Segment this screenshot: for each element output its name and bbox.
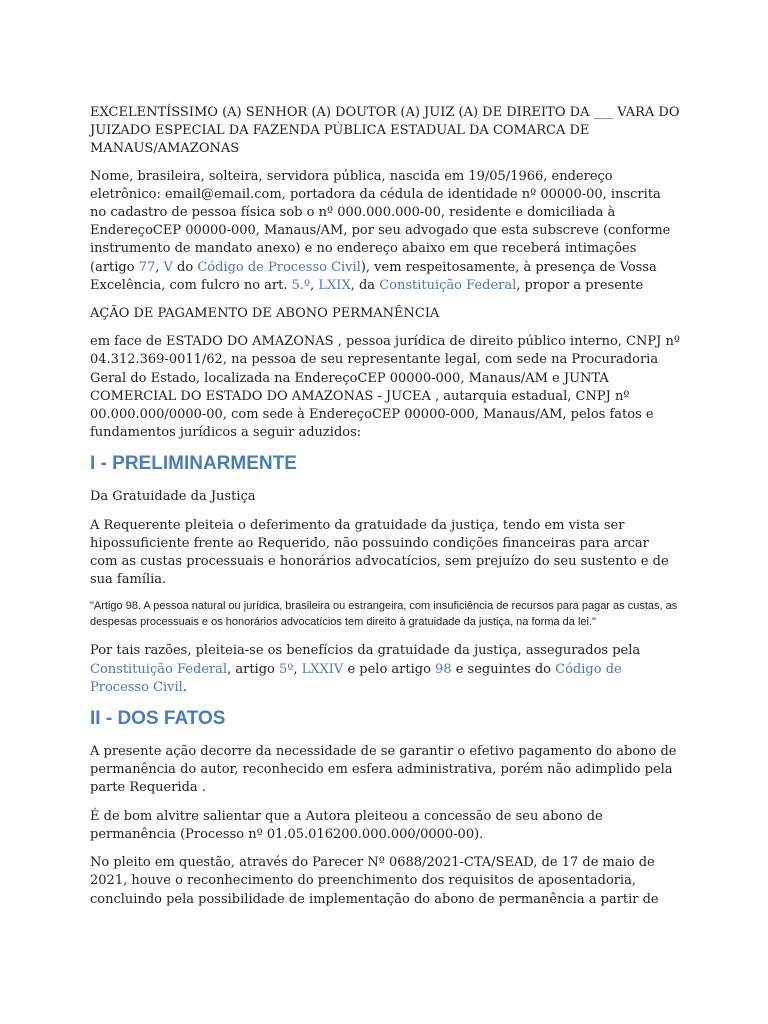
link-lxxiv[interactable]: LXXIV (301, 661, 344, 677)
intro-text: , propor a presente (516, 277, 644, 293)
gratuidade-paragraph: A Requerente pleiteia o deferimento da gratuidade da justiça, tendo em vista ser hipossuficiente frente ao Requerido, não possuindo condições financeiras para arcar com as custas processuais e honorários advocatícios, sem prejuízo do seu sustento e de sua família. (90, 517, 669, 588)
document-page (90, 104, 680, 919)
link-art-98[interactable]: 98 (435, 661, 452, 677)
link-art-5[interactable]: 5.º (291, 277, 311, 293)
link-inciso-v[interactable]: V (163, 259, 173, 275)
intro-text: ), vem respeitosamente, à presença de Vossa Excelência, com fulcro no art. (90, 259, 657, 293)
fatos-paragraph-2: É de bom alvitre salientar que a Autora pleiteou a concessão de seu abono de permanência (Processo nº 01.05.016200.000.000/0000-00). (90, 808, 603, 842)
gratuidade-conclusion-paragraph (90, 642, 680, 697)
intro-text: Nome, brasileira, solteira, servidora pública, nascida em 19/05/1966, endereço eletrônico: email@email.com, portadora da cédula de identidade nº 00000-00, inscrita no cadastro de pessoa física sob o nº 000.000.000-00, residente e domiciliada à EndereçoCEP 00000-000, Manaus/AM, por seu advogado que esta subscreve (conforme instrumento de mandato anexo) e no endereço abaixo em que receberá intimações (artigo (90, 168, 671, 275)
paragraph-text: , (293, 661, 302, 677)
link-codigo-processo-civil[interactable]: Código de Processo Civil (90, 661, 622, 695)
intro-text: , (155, 259, 164, 275)
fatos-paragraph-3: No pleito em questão, através do Parecer Nº 0688/2021-CTA/SEAD, de 17 de maio de 2021, houve o reconhecimento do preenchimento dos requisitos de aposentadoria, concluindo pela possibilidade de implementação do abono de permanência a partir de (90, 855, 659, 907)
fatos-paragraph-1: A presente ação decorre da necessidade de se garantir o efetivo pagamento do abono de permanência do autor, reconhecido em esfera administrativa, porém não adimplido pela parte Requerida . (90, 744, 677, 796)
section-heading-dos-fatos: II - DOS FATOS (90, 708, 226, 730)
paragraph-text: , artigo (227, 661, 279, 677)
link-codigo-processo-civil[interactable]: Código de Processo Civil (197, 259, 361, 275)
intro-text: do (172, 259, 198, 275)
court-heading: EXCELENTÍSSIMO (A) SENHOR (A) DOUTOR (A) JUIZ (A) DE DIREITO DA ___ VARA DO JUIZADO ESPECIAL DA FAZENDA PÚBLICA ESTADUAL DA COMARCA DE MANAUS/AMAZONAS (90, 105, 680, 157)
intro-text: , (310, 277, 319, 293)
paragraph-text: . (182, 679, 187, 695)
action-title: AÇÃO DE PAGAMENTO DE ABONO PERMANÊNCIA (90, 306, 440, 322)
paragraph-text: e pelo artigo (343, 661, 436, 677)
intro-text: , da (350, 277, 380, 293)
link-art-77[interactable]: 77 (138, 259, 156, 275)
legal-quote: "Artigo 98. A pessoa natural ou jurídica, brasileira ou estrangeira, com insuficiência de recursos para pagar as custas, as despesas processuais e os honorários advocatícios tem direito à gratuidade da justiça, na forma da lei." (90, 600, 678, 628)
intro-paragraph (90, 168, 680, 295)
link-constituicao-federal[interactable]: Constituição Federal (379, 277, 517, 293)
section-heading-preliminarmente: I - PRELIMINARMENTE (90, 453, 297, 475)
paragraph-text: Por tais razões, pleiteia-se os benefícios da gratuidade da justiça, assegurados pela (90, 643, 641, 659)
link-art-5[interactable]: 5º (279, 661, 294, 677)
link-constituicao-federal[interactable]: Constituição Federal (90, 661, 228, 677)
parties-paragraph: em face de ESTADO DO AMAZONAS , pessoa jurídica de direito público interno, CNPJ nº 04.312.369-0011/62, na pessoa de seu representante legal, com sede na Procuradoria Geral do Estado, localizada na EndereçoCEP 00000-000, Manaus/AM e JUNTA COMERCIAL DO ESTADO DO AMAZONAS - JUCEA , autarquia estadual, CNPJ nº 00.000.000/0000-00, com sede à EndereçoCEP 00000-000, Manaus/AM, pelos fatos e fundamentos jurídicos a seguir aduzidos: (90, 334, 680, 441)
subsection-title: Da Gratuidade da Justiça (90, 489, 256, 505)
paragraph-text: e seguintes do (451, 661, 556, 677)
link-lxix[interactable]: LXIX (318, 277, 351, 293)
